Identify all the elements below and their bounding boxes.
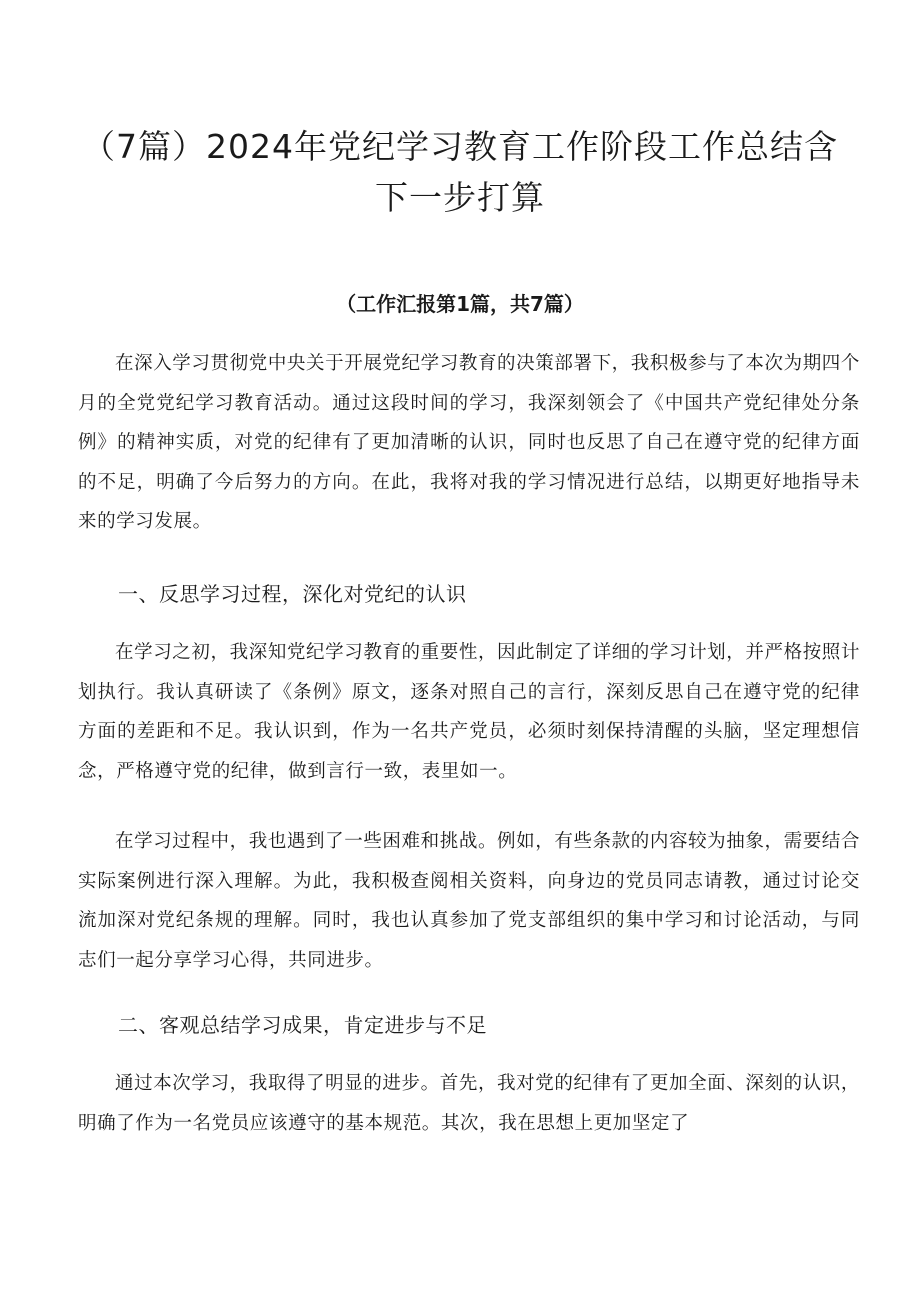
intro-paragraph: 在深入学习贯彻党中央关于开展党纪学习教育的决策部署下，我积极参与了本次为期四个月的全党党纪学习教育活动。通过这段时间的学习，我深刻领会了《中国共产党纪律处分条例》的精神实质，对党的纪律有了更加清晰的认识，同时也反思了自己在遵守党的纪律方面的不足，明确了今后努力的方向。在此，我将对我的学习情况进行总结，以期更好地指导未来的学习发展。 [78,353,860,532]
document-subtitle: （工作汇报第1篇，共7篇） [336,292,584,316]
document-title-line-1: （7篇）2024年党纪学习教育工作阶段工作总结含 [82,127,838,166]
document-title-line-2: 下一步打算 [375,178,545,217]
section-1-paragraph-1: 在学习之初，我深知党纪学习教育的重要性，因此制定了详细的学习计划，并严格按照计划执行。我认真研读了《条例》原文，逐条对照自己的言行，深刻反思自己在遵守党的纪律方面的差距和不足。我认识到，作为一名共产党员，必须时刻保持清醒的头脑，坚定理想信念，严格遵守党的纪律，做到言行一致，表里如一。 [78,642,860,782]
section-1-heading: 一、反思学习过程，深化对党纪的认识 [118,582,467,606]
section-1-paragraph-2: 在学习过程中，我也遇到了一些困难和挑战。例如，有些条款的内容较为抽象，需要结合实际案例进行深入理解。为此，我积极查阅相关资料，向身边的党员同志请教，通过讨论交流加深对党纪条规的理解。同时，我也认真参加了党支部组织的集中学习和讨论活动，与同志们一起分享学习心得，共同进步。 [78,831,860,971]
section-2-paragraph-1: 通过本次学习，我取得了明显的进步。首先，我对党的纪律有了更加全面、深刻的认识，明确了作为一名党员应该遵守的基本规范。其次，我在思想上更加坚定了 [78,1073,860,1134]
section-2-heading: 二、客观总结学习成果，肯定进步与不足 [118,1013,487,1037]
